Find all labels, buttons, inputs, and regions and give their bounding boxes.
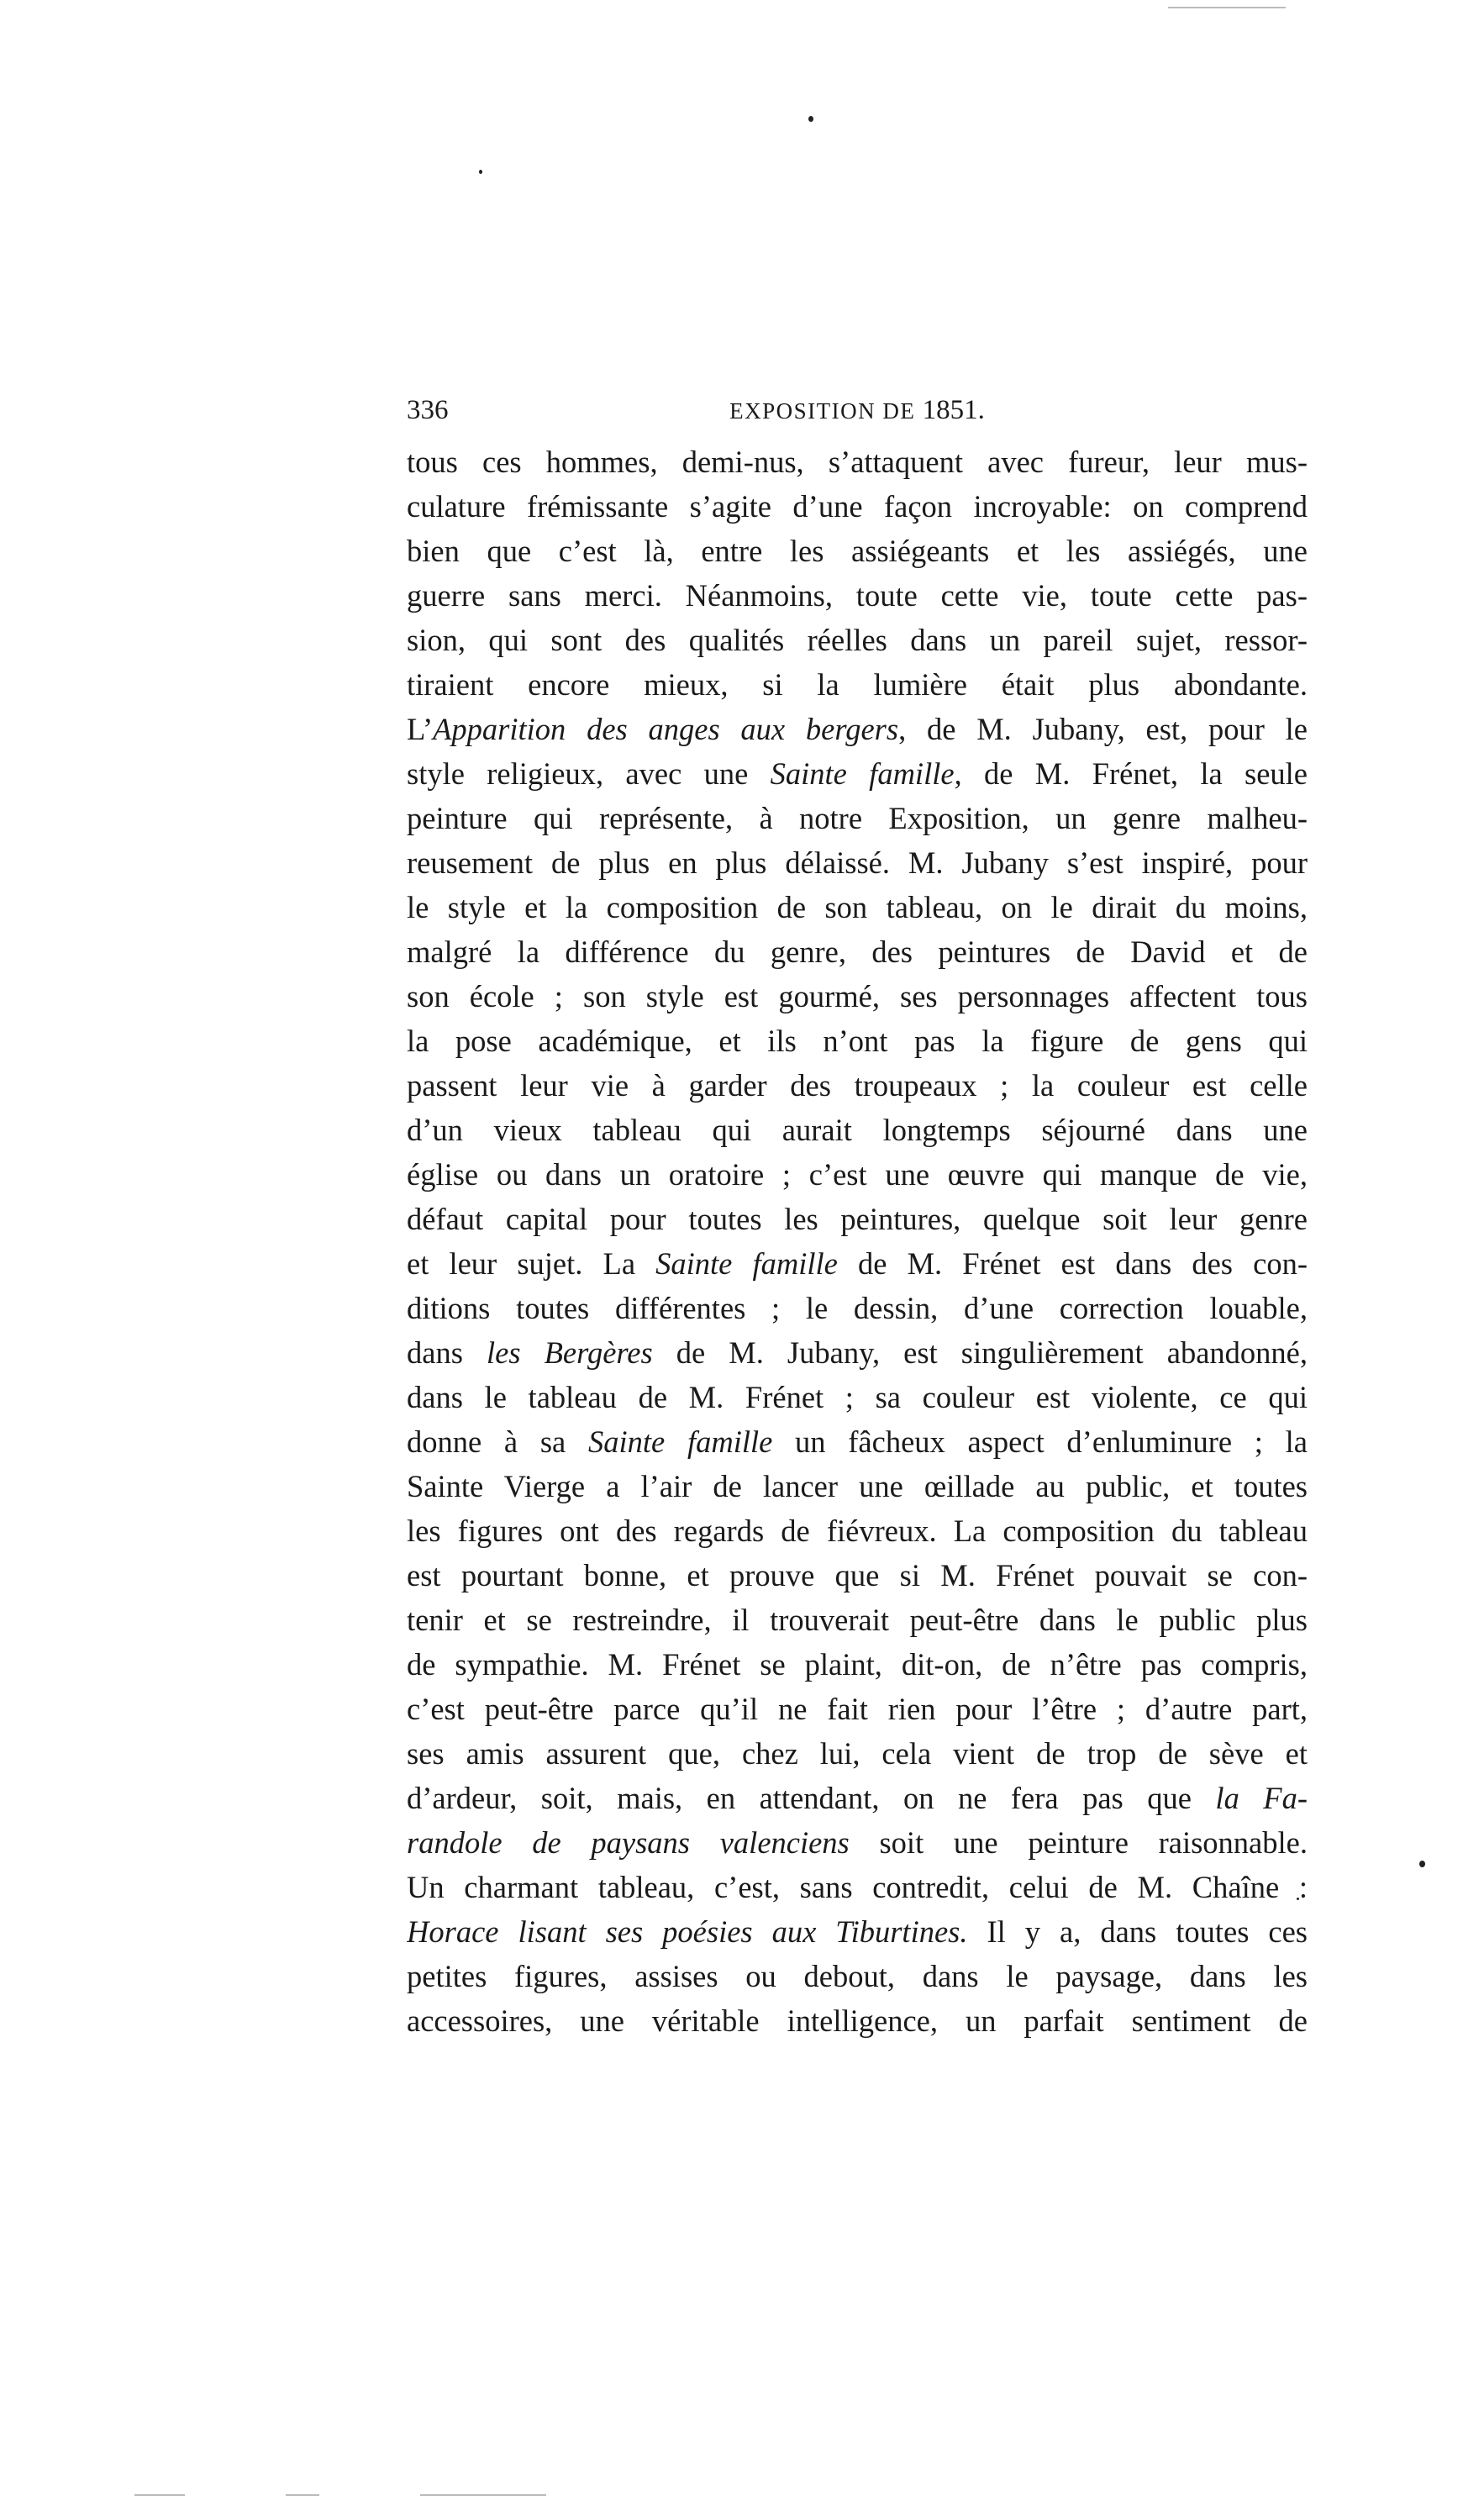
text-line xyxy=(407,1998,1308,2043)
text-line xyxy=(407,974,1308,1019)
italic-title-segment: les Bergères xyxy=(486,1335,653,1370)
text-line xyxy=(407,529,1308,573)
text-line xyxy=(407,1954,1308,1998)
italic-title-segment: Sainte famille xyxy=(655,1246,838,1281)
running-header xyxy=(407,388,1308,432)
text-line xyxy=(407,1108,1308,1152)
italic-title-segment: la Fa- xyxy=(1215,1781,1308,1815)
text-segment: et leur sujet. La xyxy=(407,1246,656,1281)
text-line xyxy=(407,618,1308,662)
text-segment: soit une peinture raisonnable. xyxy=(849,1825,1308,1860)
text-segment: accessoires, une véritable intelligence, un parfait sentiment de xyxy=(407,2003,1308,2038)
text-segment: petites figures, assises ou debout, dans le paysage, dans les xyxy=(407,1959,1308,1993)
text-line xyxy=(407,1508,1308,1553)
text-line xyxy=(407,840,1308,885)
text-segment: passent leur vie à garder des troupeaux ; la couleur est celle xyxy=(407,1068,1308,1103)
text-segment: la pose académique, et ils n’ont pas la figure de gens qui xyxy=(407,1024,1308,1058)
scan-edge-mark xyxy=(1168,7,1286,8)
ink-speck xyxy=(808,116,813,122)
text-segment: d’ardeur, soit, mais, en attendant, on ne fera pas que xyxy=(407,1781,1216,1815)
text-line xyxy=(407,1553,1308,1598)
italic-title-segment: Apparition des anges aux bergers xyxy=(433,712,899,746)
text-line xyxy=(407,1776,1308,1820)
text-segment: tenir et se restreindre, il trouverait peut-être dans le public plus xyxy=(407,1603,1308,1637)
text-line xyxy=(407,796,1308,840)
text-segment: les figures ont des regards de fiévreux. La composition du tableau xyxy=(407,1514,1308,1548)
running-title-year: 1851. xyxy=(922,395,985,425)
text-line xyxy=(407,1642,1308,1687)
italic-title-segment: randole de paysans valenciens xyxy=(407,1825,850,1860)
text-line xyxy=(407,1375,1308,1419)
text-line xyxy=(407,440,1308,484)
text-segment: L’ xyxy=(407,712,434,746)
running-title-text: EXPOSITION DE xyxy=(729,398,916,424)
text-line xyxy=(407,1865,1308,1909)
text-segment: est pourtant bonne, et prouve que si M. Frénet pouvait se con- xyxy=(407,1558,1308,1593)
text-segment: église ou dans un oratoire ; c’est une œuvre qui manque de vie, xyxy=(407,1157,1308,1192)
text-line xyxy=(407,707,1308,751)
text-segment: dans le tableau de M. Frénet ; sa couleur est violente, ce qui xyxy=(407,1380,1308,1414)
italic-title-segment: Sainte famille, xyxy=(770,756,962,791)
text-segment: de M. Jubany, est singulièrement abandonné, xyxy=(652,1335,1308,1370)
text-line xyxy=(407,1464,1308,1508)
text-line xyxy=(407,1820,1308,1865)
text-segment: Un charmant tableau, c’est, sans contredit, celui de M. Chaîne : xyxy=(407,1870,1308,1904)
text-segment: ses amis assurent que, chez lui, cela vient de trop de sève et xyxy=(407,1736,1308,1771)
text-line xyxy=(407,1063,1308,1108)
scan-edge-mark xyxy=(134,2494,185,2496)
text-segment: de M. Frénet est dans des con- xyxy=(837,1246,1308,1281)
text-segment: , de M. Jubany, est, pour le xyxy=(898,712,1308,746)
text-line xyxy=(407,1731,1308,1776)
text-segment: bien que c’est là, entre les assiégeants et les assiégés, une xyxy=(407,534,1308,568)
text-line xyxy=(407,1419,1308,1464)
text-line xyxy=(407,1286,1308,1330)
text-segment: donne à sa xyxy=(407,1424,588,1459)
text-segment: c’est peut-être parce qu’il ne fait rien pour l’être ; d’autre part, xyxy=(407,1692,1308,1726)
text-line xyxy=(407,484,1308,529)
page-number: 336 xyxy=(407,395,449,425)
text-segment: défaut capital pour toutes les peintures, quelque soit leur genre xyxy=(407,1202,1308,1236)
text-segment: ditions toutes différentes ; le dessin, d’une correction louable, xyxy=(407,1291,1308,1325)
text-segment: dans xyxy=(407,1335,487,1370)
text-segment: tous ces hommes, demi-nus, s’attaquent avec fureur, leur mus- xyxy=(407,445,1308,479)
text-line xyxy=(407,1019,1308,1063)
text-line xyxy=(407,929,1308,974)
text-segment: son école ; son style est gourmé, ses personnages affectent tous xyxy=(407,979,1308,1013)
text-line xyxy=(407,662,1308,707)
scan-edge-mark xyxy=(420,2494,546,2496)
text-segment: d’un vieux tableau qui aurait longtemps séjourné dans une xyxy=(407,1113,1308,1147)
body-text xyxy=(407,440,1308,2043)
scan-edge-mark xyxy=(286,2494,319,2496)
text-segment: de sympathie. M. Frénet se plaint, dit-on, de n’être pas compris, xyxy=(407,1647,1308,1682)
running-title xyxy=(407,388,1308,433)
text-segment: style religieux, avec une xyxy=(407,756,771,791)
text-line xyxy=(407,1598,1308,1642)
ink-speck xyxy=(479,170,482,174)
text-segment: reusement de plus en plus délaissé. M. Jubany s’est inspiré, pour xyxy=(407,845,1308,880)
text-segment: malgré la différence du genre, des peintures de David et de xyxy=(407,934,1308,969)
text-segment: peinture qui représente, à notre Exposition, un genre malheu- xyxy=(407,801,1308,835)
text-segment: culature frémissante s’agite d’une façon incroyable: on comprend xyxy=(407,489,1308,524)
text-line xyxy=(407,1197,1308,1241)
text-line xyxy=(407,751,1308,796)
text-segment: Sainte Vierge a l’air de lancer une œillade au public, et toutes xyxy=(407,1469,1308,1503)
text-line xyxy=(407,573,1308,618)
text-segment: un fâcheux aspect d’enluminure ; la xyxy=(772,1424,1308,1459)
text-segment: sion, qui sont des qualités réelles dans un pareil sujet, ressor- xyxy=(407,623,1308,657)
text-line xyxy=(407,885,1308,929)
text-line xyxy=(407,1330,1308,1375)
text-segment: guerre sans merci. Néanmoins, toute cette vie, toute cette pas- xyxy=(407,578,1308,613)
text-line xyxy=(407,1687,1308,1731)
text-segment: tiraient encore mieux, si la lumière était plus abondante. xyxy=(407,667,1308,702)
text-line xyxy=(407,1909,1308,1954)
text-segment: Il y a, dans toutes ces xyxy=(967,1914,1308,1949)
text-line xyxy=(407,1241,1308,1286)
text-segment: de M. Frénet, la seule xyxy=(961,756,1308,791)
ink-speck xyxy=(1419,1861,1425,1867)
text-line xyxy=(407,1152,1308,1197)
text-segment: le style et la composition de son tableau, on le dirait du moins, xyxy=(407,890,1308,924)
italic-title-segment: Horace lisant ses poésies aux Tiburtines. xyxy=(407,1914,968,1949)
italic-title-segment: Sainte famille xyxy=(587,1424,773,1459)
